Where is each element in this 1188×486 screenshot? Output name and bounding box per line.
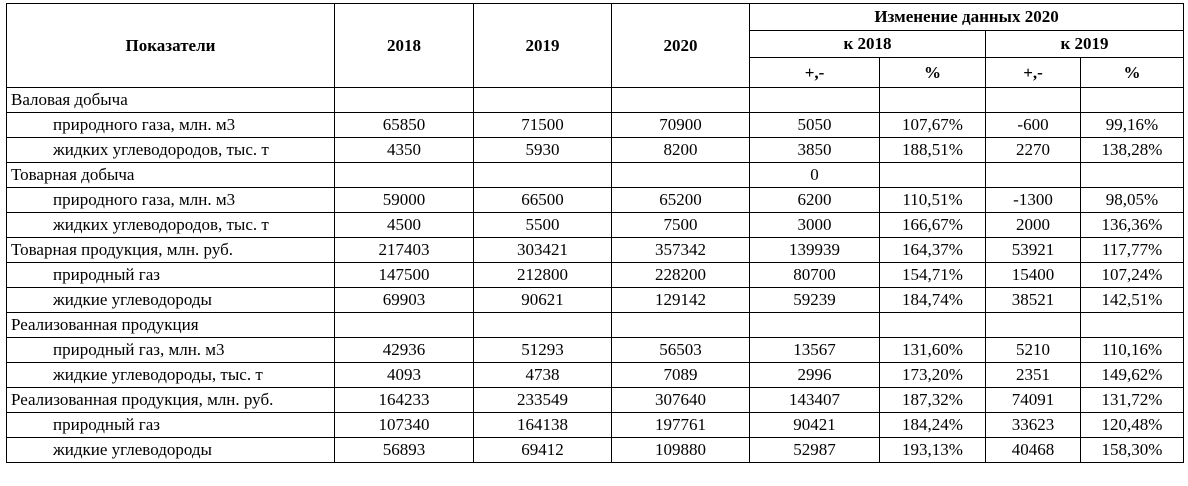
cell-delta-to-2019: -600 [986,113,1081,138]
cell-percent-to-2018 [880,88,986,113]
row-label: жидких углеводородов, тыс. т [7,138,335,163]
table-row [7,288,1184,313]
header-year-2020: 2020 [612,4,750,88]
cell-value-2018: 107340 [335,413,474,438]
cell-value-2020: 7089 [612,363,750,388]
cell-value-2018: 4350 [335,138,474,163]
cell-value-2019: 71500 [474,113,612,138]
cell-delta-to-2018: 90421 [750,413,880,438]
cell-delta-to-2018: 5050 [750,113,880,138]
cell-value-2020: 7500 [612,213,750,238]
cell-value-2020: 109880 [612,438,750,463]
cell-percent-to-2019: 158,30% [1081,438,1184,463]
header-change-2020: Изменение данных 2020 [750,4,1184,31]
row-label: жидкие углеводороды [7,438,335,463]
cell-percent-to-2019: 107,24% [1081,263,1184,288]
cell-value-2018: 147500 [335,263,474,288]
header-year-2019: 2019 [474,4,612,88]
cell-value-2019: 51293 [474,338,612,363]
cell-value-2018 [335,88,474,113]
indicators-table [6,3,1184,463]
cell-delta-to-2018: 0 [750,163,880,188]
cell-value-2018: 217403 [335,238,474,263]
cell-delta-to-2019: 15400 [986,263,1081,288]
cell-delta-to-2019: 2270 [986,138,1081,163]
cell-delta-to-2019 [986,163,1081,188]
cell-value-2019: 303421 [474,238,612,263]
table-row [7,338,1184,363]
row-label: Реализованная продукция [7,313,335,338]
cell-value-2019: 212800 [474,263,612,288]
cell-value-2019: 4738 [474,363,612,388]
cell-percent-to-2018: 131,60% [880,338,986,363]
table-row [7,138,1184,163]
row-label: природного газа, млн. м3 [7,113,335,138]
cell-delta-to-2018: 139939 [750,238,880,263]
cell-delta-to-2019: 40468 [986,438,1081,463]
cell-value-2018: 4500 [335,213,474,238]
cell-delta-to-2018: 143407 [750,388,880,413]
cell-percent-to-2019 [1081,313,1184,338]
cell-value-2019 [474,163,612,188]
cell-value-2020: 228200 [612,263,750,288]
cell-delta-to-2018: 3850 [750,138,880,163]
cell-value-2019: 66500 [474,188,612,213]
row-label: Реализованная продукция, млн. руб. [7,388,335,413]
table-row [7,163,1184,188]
table-row [7,388,1184,413]
cell-delta-to-2018: 13567 [750,338,880,363]
row-label: Товарная добыча [7,163,335,188]
cell-value-2018 [335,163,474,188]
table-body [7,88,1184,463]
cell-value-2020: 197761 [612,413,750,438]
cell-value-2020: 8200 [612,138,750,163]
row-label: природного газа, млн. м3 [7,188,335,213]
header-indicators: Показатели [7,4,335,88]
table-row [7,88,1184,113]
cell-value-2019: 69412 [474,438,612,463]
table-row [7,238,1184,263]
cell-value-2020 [612,313,750,338]
cell-percent-to-2019: 138,28% [1081,138,1184,163]
cell-percent-to-2019: 110,16% [1081,338,1184,363]
cell-value-2019: 90621 [474,288,612,313]
cell-percent-to-2018: 154,71% [880,263,986,288]
cell-percent-to-2019: 117,77% [1081,238,1184,263]
cell-percent-to-2018: 110,51% [880,188,986,213]
cell-percent-to-2019 [1081,163,1184,188]
cell-percent-to-2019 [1081,88,1184,113]
cell-value-2018: 65850 [335,113,474,138]
table-row [7,113,1184,138]
table-row [7,263,1184,288]
cell-delta-to-2018: 80700 [750,263,880,288]
cell-delta-to-2019: 74091 [986,388,1081,413]
row-label: жидкие углеводороды [7,288,335,313]
cell-delta-to-2019: 38521 [986,288,1081,313]
cell-percent-to-2018 [880,313,986,338]
cell-percent-to-2019: 142,51% [1081,288,1184,313]
row-label: Валовая добыча [7,88,335,113]
cell-percent-to-2019: 136,36% [1081,213,1184,238]
cell-value-2018 [335,313,474,338]
cell-value-2020: 56503 [612,338,750,363]
row-label: природный газ [7,263,335,288]
cell-delta-to-2018: 2996 [750,363,880,388]
cell-percent-to-2018: 107,67% [880,113,986,138]
cell-value-2019: 5930 [474,138,612,163]
table-row [7,438,1184,463]
cell-percent-to-2018: 184,24% [880,413,986,438]
cell-value-2019: 5500 [474,213,612,238]
cell-value-2018: 164233 [335,388,474,413]
cell-value-2018: 69903 [335,288,474,313]
cell-value-2018: 59000 [335,188,474,213]
cell-percent-to-2018: 184,74% [880,288,986,313]
cell-delta-to-2018 [750,88,880,113]
cell-percent-to-2018: 173,20% [880,363,986,388]
row-label: Товарная продукция, млн. руб. [7,238,335,263]
cell-delta-to-2018: 6200 [750,188,880,213]
cell-delta-to-2019: 2351 [986,363,1081,388]
cell-value-2020: 65200 [612,188,750,213]
row-label: природный газ, млн. м3 [7,338,335,363]
cell-delta-to-2019 [986,313,1081,338]
cell-delta-to-2019: 33623 [986,413,1081,438]
cell-percent-to-2018: 164,37% [880,238,986,263]
cell-value-2020: 129142 [612,288,750,313]
cell-value-2019 [474,88,612,113]
cell-percent-to-2018: 166,67% [880,213,986,238]
cell-delta-to-2018 [750,313,880,338]
cell-percent-to-2019: 149,62% [1081,363,1184,388]
row-label: жидкие углеводороды, тыс. т [7,363,335,388]
table-row [7,188,1184,213]
cell-value-2020: 357342 [612,238,750,263]
cell-value-2018: 56893 [335,438,474,463]
cell-percent-to-2019: 99,16% [1081,113,1184,138]
header-year-2018: 2018 [335,4,474,88]
cell-value-2018: 4093 [335,363,474,388]
row-label: природный газ [7,413,335,438]
cell-delta-to-2019: -1300 [986,188,1081,213]
cell-value-2020: 307640 [612,388,750,413]
cell-value-2020: 70900 [612,113,750,138]
header-change-to-2019: к 2019 [986,31,1184,58]
cell-percent-to-2019: 131,72% [1081,388,1184,413]
header-change-to-2018: к 2018 [750,31,986,58]
cell-percent-to-2019: 98,05% [1081,188,1184,213]
header-delta-2018: +,- [750,58,880,88]
table-row [7,313,1184,338]
table-row [7,413,1184,438]
cell-value-2018: 42936 [335,338,474,363]
header-delta-2019: +,- [986,58,1081,88]
cell-value-2020 [612,88,750,113]
cell-percent-to-2018: 187,32% [880,388,986,413]
cell-value-2019: 233549 [474,388,612,413]
table-row [7,363,1184,388]
cell-delta-to-2018: 3000 [750,213,880,238]
cell-delta-to-2018: 59239 [750,288,880,313]
cell-delta-to-2019: 53921 [986,238,1081,263]
cell-delta-to-2018: 52987 [750,438,880,463]
cell-percent-to-2018: 193,13% [880,438,986,463]
row-label: жидких углеводородов, тыс. т [7,213,335,238]
cell-value-2019 [474,313,612,338]
cell-delta-to-2019 [986,88,1081,113]
cell-percent-to-2018: 188,51% [880,138,986,163]
cell-percent-to-2018 [880,163,986,188]
cell-delta-to-2019: 2000 [986,213,1081,238]
cell-percent-to-2019: 120,48% [1081,413,1184,438]
header-percent-2018: % [880,58,986,88]
header-percent-2019: % [1081,58,1184,88]
cell-value-2019: 164138 [474,413,612,438]
table-row [7,213,1184,238]
cell-value-2020 [612,163,750,188]
cell-delta-to-2019: 5210 [986,338,1081,363]
